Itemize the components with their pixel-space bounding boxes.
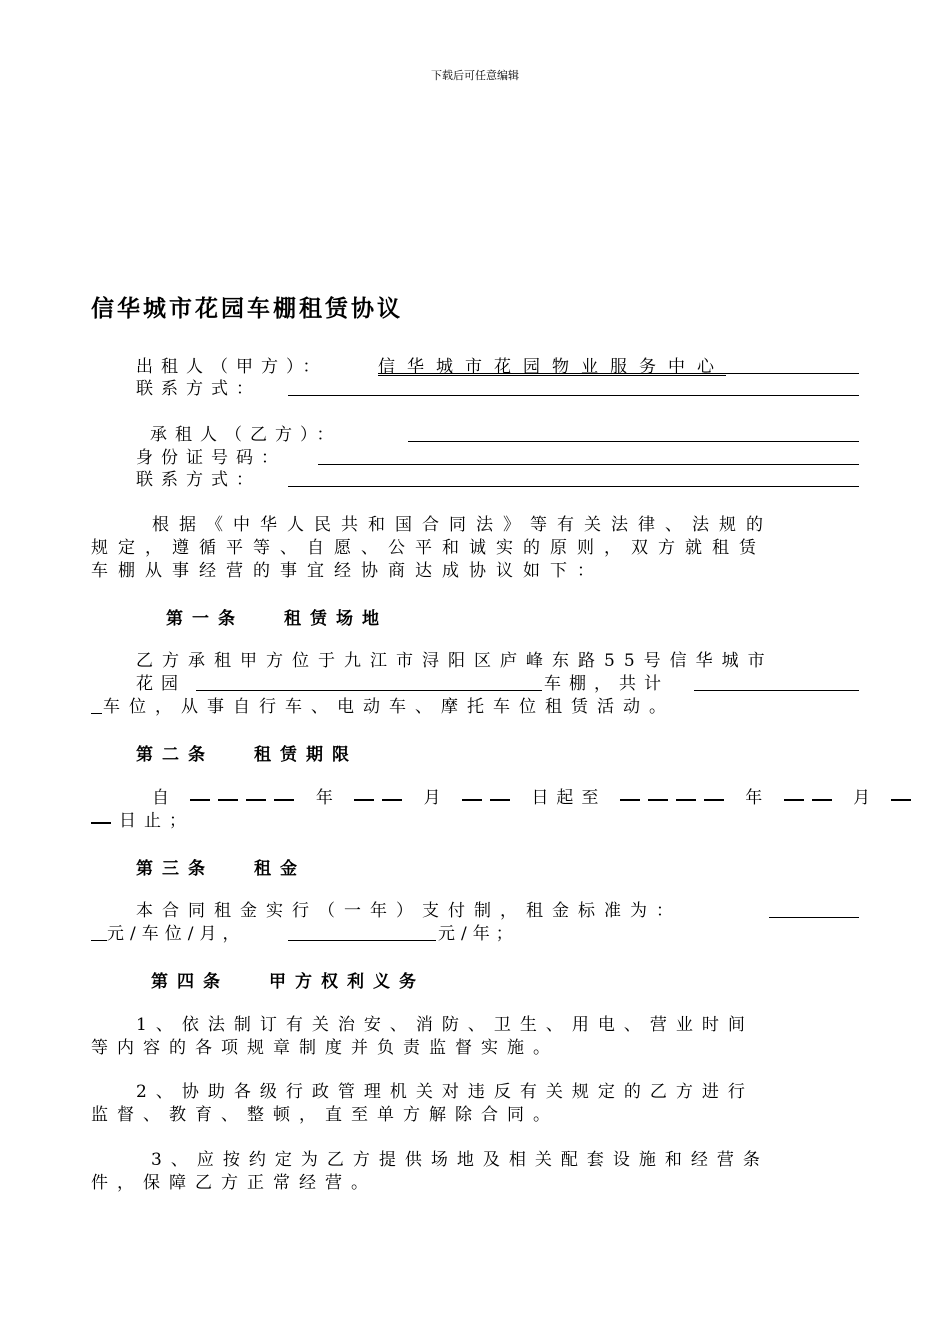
article-1-line-1: 乙方承租甲方位于九江市浔阳区庐峰东路55号信华城市 (136, 651, 774, 671)
article-2-title: 租赁期限 (254, 745, 358, 765)
article-4-item-2-line-2: 监督、教育、整顿，直至单方解除合同。 (91, 1105, 559, 1125)
lessee-contact-field[interactable] (288, 486, 859, 487)
intro-line-1: 根据《中华人民共和国合同法》等有关法律、法规的 (152, 515, 773, 535)
article-1-title: 租赁场地 (284, 609, 388, 629)
lessor-contact-field[interactable] (288, 395, 859, 396)
id-label: 身份证号码： (136, 448, 286, 468)
rent-per-space-field[interactable] (769, 917, 859, 918)
spaces-count-field[interactable] (694, 690, 859, 691)
article-4-item-1-line-2: 等内容的各项规章制度并负责监督实施。 (91, 1038, 559, 1058)
article-1-line-2a: 花园 (136, 674, 186, 694)
article-1-heading (166, 604, 388, 629)
article-4-title: 甲方权利义务 (269, 972, 425, 992)
article-3-number: 第三条 (136, 859, 214, 879)
lessor-value: 信华城市花园物业服务中心 (378, 357, 726, 377)
article-2-line-1: 自 年 月 日起至 年 月 (152, 787, 919, 809)
article-3-line-2b: 元/年； (438, 924, 519, 944)
article-3-title: 租金 (254, 859, 306, 879)
rent-per-space-field-cont (91, 940, 107, 941)
article-4-number: 第四条 (151, 972, 229, 992)
parking-location-field[interactable] (196, 690, 542, 691)
article-3-heading (136, 854, 306, 879)
intro-line-3: 车棚从事经营的事宜经协商达成协议如下： (91, 561, 604, 581)
article-4-item-3-line-2: 件，保障乙方正常经营。 (91, 1173, 377, 1193)
lessor-label: 出租人（甲方）： (136, 357, 328, 377)
article-3-line-1: 本合同租金实行（一年）支付制，租金标准为： (136, 901, 682, 921)
article-4-heading (151, 967, 425, 992)
spaces-count-field-cont (91, 713, 102, 714)
article-2-number: 第二条 (136, 745, 214, 765)
article-4-item-3-line-1: 3、应按约定为乙方提供场地及相关配套设施和经营条 (151, 1150, 769, 1170)
intro-line-2: 规定，遵循平等、自愿、公平和诚实的原则，双方就租赁 (91, 538, 766, 558)
article-1-line-2b: 车棚，共计 (544, 674, 669, 694)
lessee-label: 承租人（乙方）： (150, 425, 342, 445)
lessor-underline (378, 373, 859, 374)
article-1-line-3: 车位，从事自行车、电动车、摩托车位租赁活动。 (103, 697, 675, 717)
lessee-name-field[interactable] (408, 441, 859, 442)
article-4-item-2-line-1: 2、协助各级行政管理机关对违反有关规定的乙方进行 (136, 1082, 754, 1102)
article-2-line-2: 日止； (91, 810, 194, 832)
article-4-item-1-line-1: 1、依法制订有关治安、消防、卫生、用电、营业时间 (136, 1015, 754, 1035)
lessee-contact-label: 联系方式： (136, 470, 261, 490)
id-number-field[interactable] (318, 464, 859, 465)
header-note: 下载后可任意编辑 (431, 69, 519, 82)
document-title: 信华城市花园车棚租赁协议 (91, 295, 403, 322)
article-3-line-2a: 元/车位/月， (107, 924, 246, 944)
lessor-contact-label: 联系方式： (136, 379, 261, 399)
article-1-number: 第一条 (166, 609, 244, 629)
rent-per-year-field[interactable] (288, 940, 436, 941)
article-2-heading (136, 740, 358, 765)
